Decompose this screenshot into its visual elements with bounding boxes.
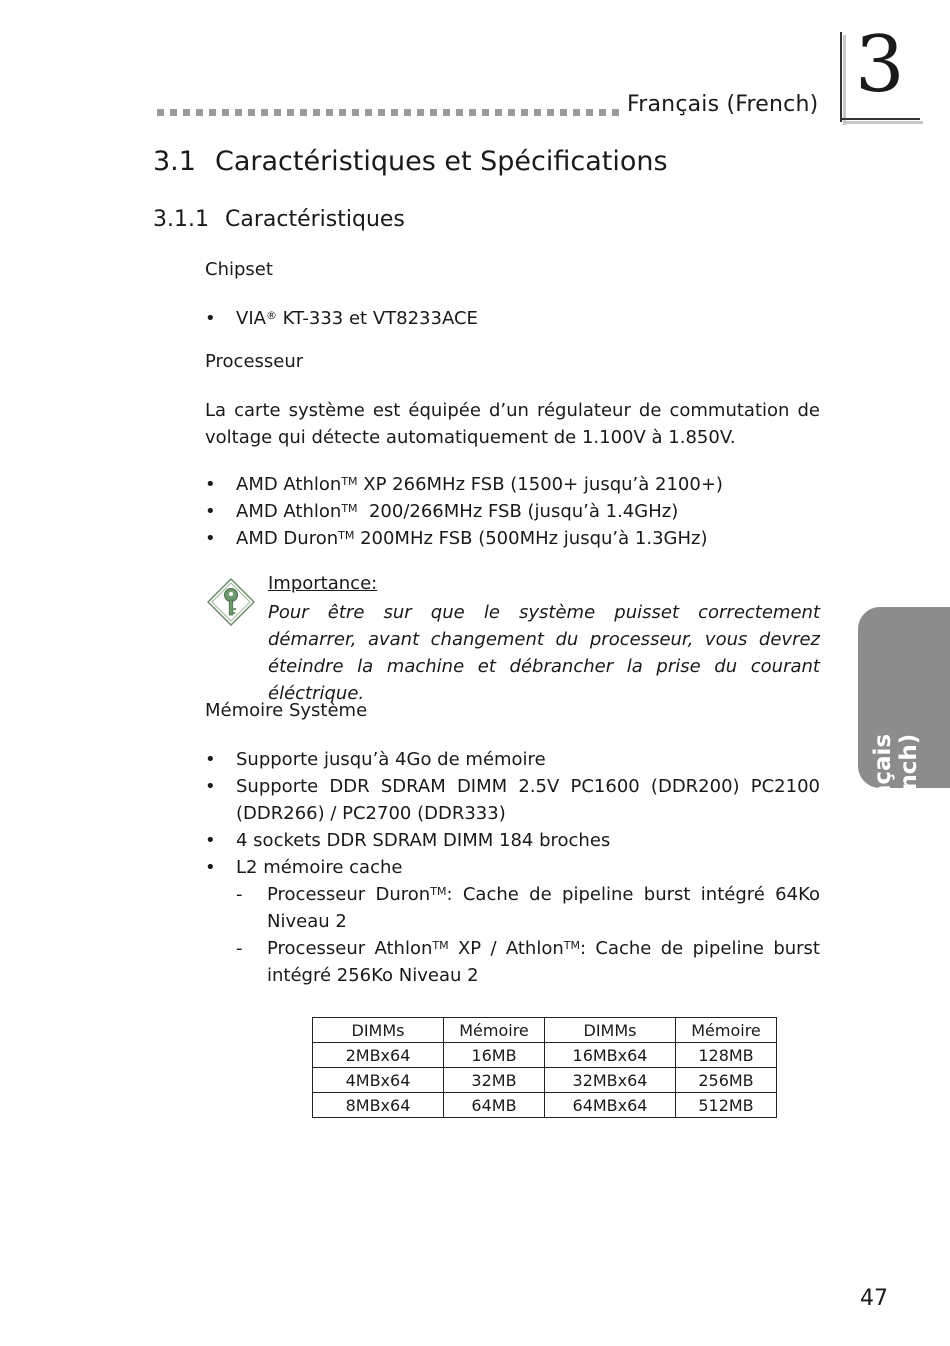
- chipset-list: [205, 305, 820, 332]
- table-cell: 512MB: [676, 1093, 777, 1118]
- cache-sub-list: [236, 881, 820, 989]
- header-dot-rule: [157, 109, 619, 116]
- subsection-title: Caractéristiques: [225, 207, 405, 232]
- table-header-cell: DIMMs: [313, 1018, 444, 1043]
- processor-list: [205, 471, 820, 552]
- side-tab-label: [870, 698, 922, 843]
- table-cell: 256MB: [676, 1068, 777, 1093]
- processor-paragraph: La carte système est équipée d’un régulateur de commutation de voltage qui détecte automatiquement de 1.100V à 1.850V.: [205, 400, 820, 448]
- section-heading: [153, 146, 668, 177]
- chapter-box-left-rule: [840, 32, 842, 122]
- table-cell: 128MB: [676, 1043, 777, 1068]
- subsection-heading: [153, 207, 405, 232]
- memory-heading: Mémoire Système: [205, 700, 368, 721]
- list-item: • Supporte DDR SDRAM DIMM 2.5V PC1600 (DDR200) PC2100 (DDR266) / PC2700 (DDR333): [205, 776, 820, 824]
- list-item: • AMD Duron™ 200MHz FSB (500MHz jusqu’à 1.3GHz): [205, 528, 708, 549]
- table-cell: 32MBx64: [545, 1068, 676, 1093]
- note-text: Pour être sur que le système puisset correctement démarrer, avant changement du processeur, vous devrez éteindre la machine et débrancher la prise du courant éléctrique.: [268, 602, 820, 704]
- chapter-box-bottom-shadow: [843, 121, 923, 124]
- table-cell: 16MBx64: [545, 1043, 676, 1068]
- chipset-heading: Chipset: [205, 259, 273, 280]
- subsection-number: 3.1.1: [153, 207, 209, 232]
- note-title: Importance:: [268, 573, 378, 594]
- table-header-cell: Mémoire: [676, 1018, 777, 1043]
- section-title: Caractéristiques et Spécifications: [215, 146, 668, 177]
- chapter-box-bottom-rule: [840, 118, 920, 120]
- chapter-box-shadow: [843, 35, 846, 125]
- list-item: • AMD Athlon™ XP 266MHz FSB (1500+ jusqu’à 2100+): [205, 474, 723, 495]
- table-row: [313, 1093, 777, 1118]
- list-item: • L2 mémoire cache - Processeur Duron™: Cache de pipeline burst intégré 64Ko Niveau 2 - Processeur Athlon™ XP / Athlon™: Cache de pipeline burst intégré 256Ko Niveau 2: [205, 854, 820, 989]
- table-cell: 8MBx64: [313, 1093, 444, 1118]
- list-item: • VIA® KT-333 et VT8233ACE: [205, 308, 478, 329]
- sub-list-item: - Processeur Duron™: Cache de pipeline burst intégré 64Ko Niveau 2: [236, 884, 820, 932]
- table-row: [313, 1068, 777, 1093]
- side-tab-line-1: Français: [870, 733, 896, 843]
- page-number: 47: [860, 1286, 888, 1311]
- table-row: [313, 1043, 777, 1068]
- table-cell: 32MB: [444, 1068, 545, 1093]
- list-item: • 4 sockets DDR SDRAM DIMM 184 broches: [205, 830, 611, 851]
- processor-heading: Processeur: [205, 351, 304, 372]
- sub-list-item: - Processeur Athlon™ XP / Athlon™: Cache de pipeline burst intégré 256Ko Niveau 2: [236, 938, 820, 986]
- table-header-cell: Mémoire: [444, 1018, 545, 1043]
- header-language: Français (French): [627, 92, 819, 117]
- memory-list: [205, 746, 820, 989]
- list-item: • Supporte jusqu’à 4Go de mémoire: [205, 749, 546, 770]
- section-number: 3.1: [153, 146, 196, 177]
- table-cell: 64MB: [444, 1093, 545, 1118]
- memory-table: [312, 1017, 777, 1118]
- table-cell: 64MBx64: [545, 1093, 676, 1118]
- table-header-row: [313, 1018, 777, 1043]
- chapter-number: 3: [855, 20, 905, 110]
- table-header-cell: DIMMs: [545, 1018, 676, 1043]
- side-tab-line-2: (French): [896, 733, 922, 843]
- table-cell: 2MBx64: [313, 1043, 444, 1068]
- list-item: • AMD Athlon™ 200/266MHz FSB (jusqu’à 1.4GHz): [205, 501, 679, 522]
- table-cell: 4MBx64: [313, 1068, 444, 1093]
- key-icon: [207, 578, 255, 626]
- table-cell: 16MB: [444, 1043, 545, 1068]
